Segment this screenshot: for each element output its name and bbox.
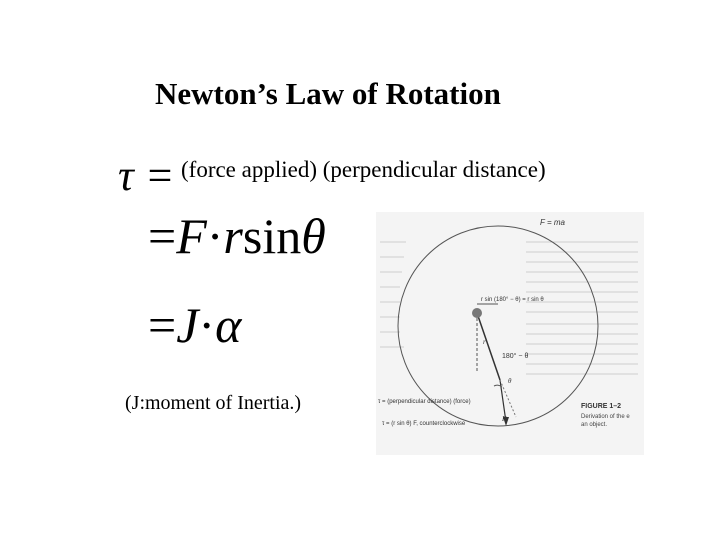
moment-of-inertia-symbol: J [176,297,199,353]
caption-equation-1: τ = (perpendicular distance) (force) [378,399,471,405]
equals-sign: = [148,208,177,264]
torque-definition-text: (force applied) (perpendicular distance) [181,157,546,182]
r-label: r [483,338,486,346]
torque-equation-f-r-sin-theta [148,207,326,265]
caption-equation-2: τ = (r sin θ) F, counterclockwise [382,421,466,427]
moment-of-inertia-note: (J:moment of Inertia.) [125,392,302,414]
rsin-label: r sin (180° − θ) = r sin θ [481,297,544,303]
torque-symbol: τ = [118,151,175,200]
theta-label: θ [508,377,512,385]
alpha-symbol: α [215,297,242,353]
dot-operator: · [198,297,216,353]
dot-operator: · [206,208,224,264]
torque-equation-j-alpha [148,296,241,354]
figure-header-equation: F = ma [540,218,565,227]
force-symbol: F [176,208,207,264]
radius-symbol: r [223,208,243,264]
torque-diagram-figure [376,212,644,455]
figure-caption-line-2: an object. [581,422,608,428]
theta-symbol: θ [301,208,326,264]
angle-label: 180° − θ [502,353,529,360]
sin-function: sin [242,208,302,264]
pivot-point [472,308,482,318]
slide-title: Newton’s Law of Rotation [155,76,501,111]
figure-caption-line-1: Derivation of the e [581,414,630,420]
figure-number-label: FIGURE 1–2 [581,403,622,410]
equals-sign: = [148,297,177,353]
f-label: F [502,415,507,423]
